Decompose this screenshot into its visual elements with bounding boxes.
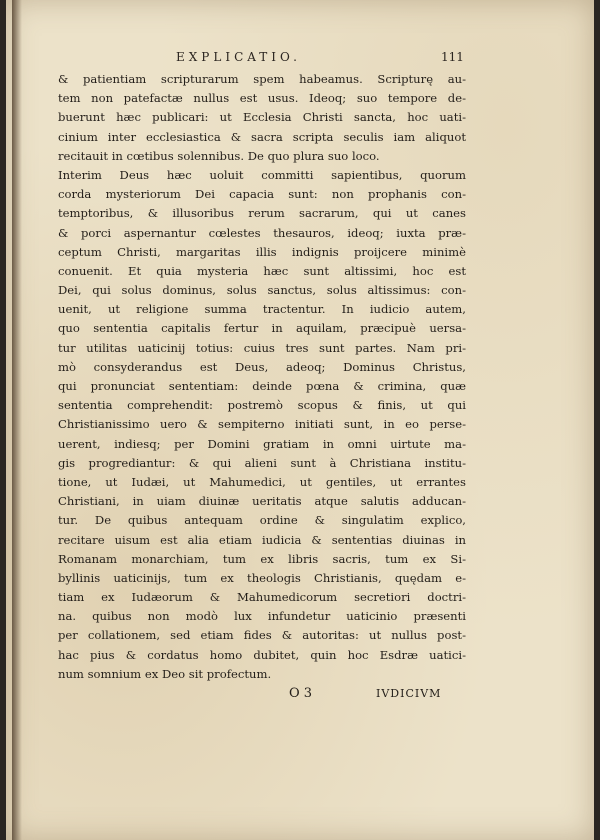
catchword: IVDICIVM: [376, 687, 442, 700]
text-line: mò consyderandus est Deus, adeoq; Dominus Christus,: [58, 359, 466, 374]
text-line: buerunt hæc publicari: ut Ecclesia Christi sancta, hoc uati-: [58, 110, 466, 125]
signature-mark: O 3: [289, 686, 313, 701]
text-line: Christiani, in uiam diuinæ ueritatis atque salutis adducan-: [58, 494, 466, 509]
text-line: hac pius & cordatus homo dubitet, quin hoc Esdræ uatici-: [58, 647, 466, 662]
text-line: temptoribus, & illusoribus rerum sacrarum, qui ut canes: [58, 206, 466, 221]
text-line: gis progrediantur: & qui alieni sunt à Christiana institu-: [58, 455, 466, 470]
text-line: conuenit. Et quia mysteria hæc sunt altissimi, hoc est: [58, 263, 466, 278]
text-line: qui pronunciat sententiam: deinde pœna & crimina, quæ: [58, 379, 466, 393]
text-line: Romanam monarchiam, tum ex libris sacris, tum ex Si-: [58, 551, 466, 566]
text-line: recitare uisum est alia etiam iudicia & sententias diuinas in: [58, 532, 466, 547]
text-line: byllinis uaticinijs, tum ex theologis Christianis, quędam e-: [58, 570, 466, 585]
text-line: tione, ut Iudæi, ut Mahumedici, ut gentiles, ut errantes: [58, 474, 466, 489]
text-line: uerent, indiesq; per Domini gratiam in omni uirtute ma-: [58, 436, 466, 451]
text-line: tur utilitas uaticinij totius: cuius tres sunt partes. Nam pri-: [58, 340, 466, 355]
book-page: [6, 0, 594, 840]
text-line: Dei, qui solus dominus, solus sanctus, solus altissimus: con-: [58, 283, 466, 298]
text-line: Interim Deus hæc uoluit committi sapientibus, quorum: [58, 167, 466, 182]
text-line: cinium inter ecclesiastica & sacra scripta seculis iam aliquot: [58, 129, 466, 144]
text-line: per collationem, sed etiam fides & autoritas: ut nullus post-: [58, 628, 466, 643]
text-line: corda mysteriorum Dei capacia sunt: non prophanis con-: [58, 187, 466, 202]
text-line: na. quibus non modò lux infundetur uaticinio præsenti: [58, 609, 466, 624]
text-line: num somnium ex Deo sit profectum.: [58, 666, 272, 681]
page-gutter-shadow: [12, 0, 22, 840]
text-line: sententia comprehendit: postremò scopus & finis, ut qui: [58, 398, 466, 413]
text-line: recitauit in cœtibus solennibus. De quo plura suo loco.: [58, 148, 380, 163]
text-line: tem non patefactæ nullus est usus. Ideoq; suo tempore de-: [58, 91, 466, 106]
text-line: ceptum Christi, margaritas illis indignis proijcere minimè: [58, 244, 466, 259]
running-head: EXPLICATIO.: [176, 50, 301, 64]
text-line: & patientiam scripturarum spem habeamus. Scripturę au-: [58, 72, 466, 86]
text-line: uenit, ut religione summa tractentur. In iudicio autem,: [58, 302, 466, 317]
text-line: tur. De quibus antequam ordine & singulatim explico,: [58, 513, 466, 528]
text-line: & porci aspernantur cœlestes thesauros, ideoq; iuxta præ-: [58, 225, 466, 240]
page-number: 111: [441, 50, 464, 64]
text-line: quo sententia capitalis fertur in aquilam, præcipuè uersa-: [58, 321, 466, 336]
body-text: [58, 70, 466, 684]
text-line: tiam ex Iudæorum & Mahumedicorum secretiori doctri-: [58, 590, 466, 605]
text-line: Christianissimo uero & sempiterno initiati sunt, in eo perse-: [58, 417, 466, 432]
